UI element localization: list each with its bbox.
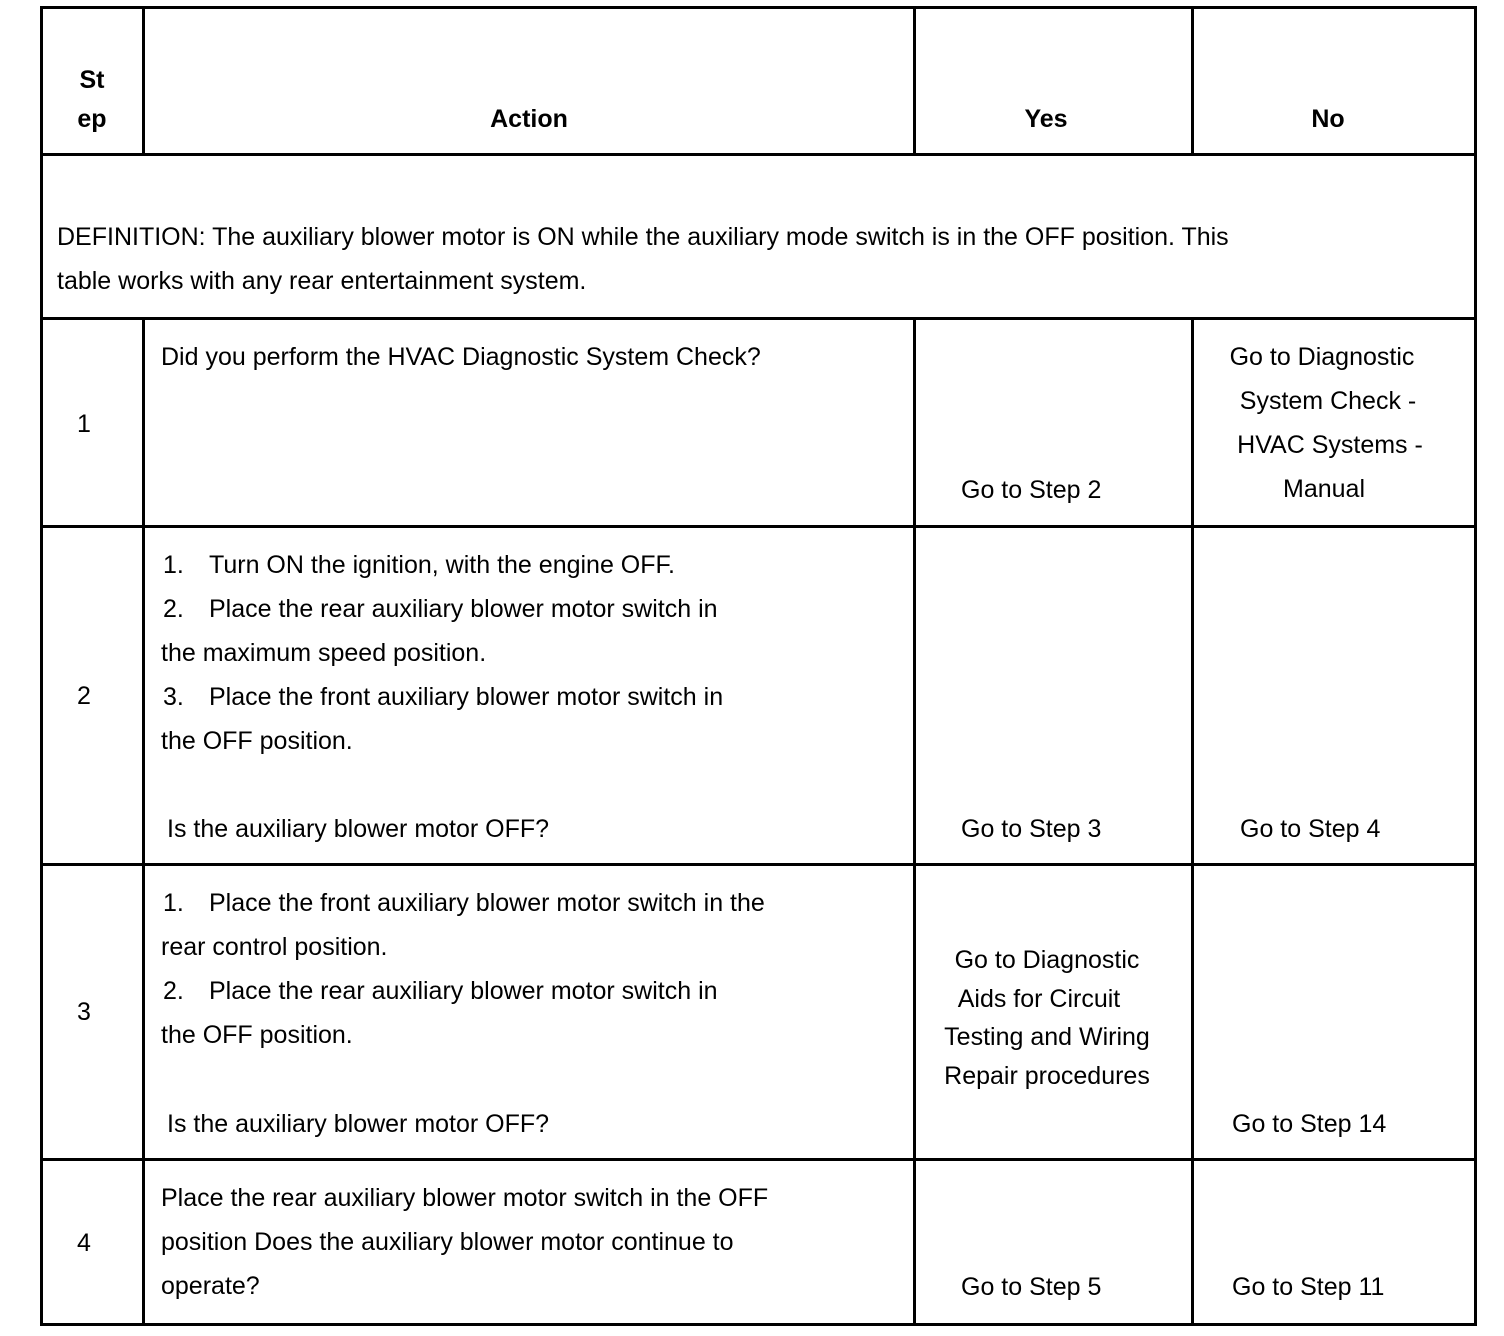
header-step [43, 61, 141, 139]
definition-line1: DEFINITION: The auxiliary blower motor is ON while the auxiliary mode switch is in the OFF position. This [57, 223, 1229, 251]
row3-question: Is the auxiliary blower motor OFF? [167, 1110, 550, 1138]
row2-no: Go to Step 4 [1240, 815, 1381, 843]
rule-definition-bottom [40, 317, 1476, 320]
rule-bottom [40, 1323, 1476, 1326]
header-no: No [1311, 105, 1345, 133]
definition-line2: table works with any rear entertainment system. [57, 267, 587, 295]
row3-yes [916, 941, 1178, 1095]
row2-item3: 3. Place the front auxiliary blower motor switch in [163, 683, 724, 711]
row2-question: Is the auxiliary blower motor OFF? [167, 815, 550, 843]
row3-no: Go to Step 14 [1232, 1110, 1387, 1138]
row3-action [161, 881, 901, 1057]
rule-action-yes-body [913, 317, 916, 1326]
row1-action: Did you perform the HVAC Diagnostic System Check? [161, 343, 761, 371]
header-step-line2: ep [77, 105, 107, 133]
row2-step: 2 [77, 682, 91, 710]
row4-yes: Go to Step 5 [961, 1273, 1102, 1301]
row1-no-line3: HVAC Systems - [1237, 431, 1423, 459]
header-action: Action [490, 105, 568, 133]
definition [57, 215, 1467, 303]
row3-yes-line3: Testing and Wiring [944, 1023, 1150, 1051]
row3-item2-cont: the OFF position. [161, 1021, 353, 1049]
header-yes: Yes [1024, 105, 1068, 133]
rule-row1-bottom [40, 525, 1476, 528]
rule-right [1474, 6, 1477, 1326]
row3-item1-cont: rear control position. [161, 933, 388, 961]
header-step-line1: St [79, 66, 105, 94]
row1-no-line4: Manual [1283, 475, 1365, 503]
rule-step-action-body [142, 317, 145, 1326]
row3-yes-line4: Repair procedures [944, 1061, 1150, 1090]
row1-step: 1 [77, 410, 91, 438]
row3-item2: 2. Place the rear auxiliary blower motor switch in [163, 977, 718, 1005]
row3-step: 3 [77, 998, 91, 1026]
row4-action [161, 1176, 901, 1308]
row1-no [1194, 335, 1450, 511]
row1-no-line1: Go to Diagnostic [1229, 343, 1415, 371]
rule-row3-bottom [40, 1158, 1476, 1161]
row3-yes-line2: Aids for Circuit [957, 984, 1121, 1013]
row4-no: Go to Step 11 [1232, 1273, 1385, 1301]
row4-step: 4 [77, 1229, 91, 1257]
row2-yes: Go to Step 3 [961, 815, 1102, 843]
row2-item3-cont: the OFF position. [161, 727, 353, 755]
row3-yes-line1: Go to Diagnostic [954, 946, 1140, 974]
row4-action-line1: Place the rear auxiliary blower motor switch in the OFF [161, 1184, 769, 1212]
row2-item1: 1. Turn ON the ignition, with the engine OFF. [163, 551, 675, 579]
rule-header-bottom [40, 153, 1476, 156]
row2-item2: 2. Place the rear auxiliary blower motor switch in [163, 595, 718, 623]
rule-left [40, 6, 43, 1326]
row3-item1: 1. Place the front auxiliary blower motor switch in the [163, 889, 765, 917]
row1-no-line2: System Check - [1239, 387, 1417, 415]
diagnostic-table [40, 6, 1478, 1328]
rule-top [40, 6, 1476, 9]
row4-action-line2: position Does the auxiliary blower motor continue to [161, 1228, 734, 1256]
rule-row2-bottom [40, 863, 1476, 866]
row1-yes: Go to Step 2 [961, 476, 1102, 504]
row2-action [161, 543, 901, 763]
row2-item2-cont: the maximum speed position. [161, 639, 487, 667]
row4-action-line3: operate? [161, 1272, 260, 1300]
table-grid [40, 6, 1478, 1328]
